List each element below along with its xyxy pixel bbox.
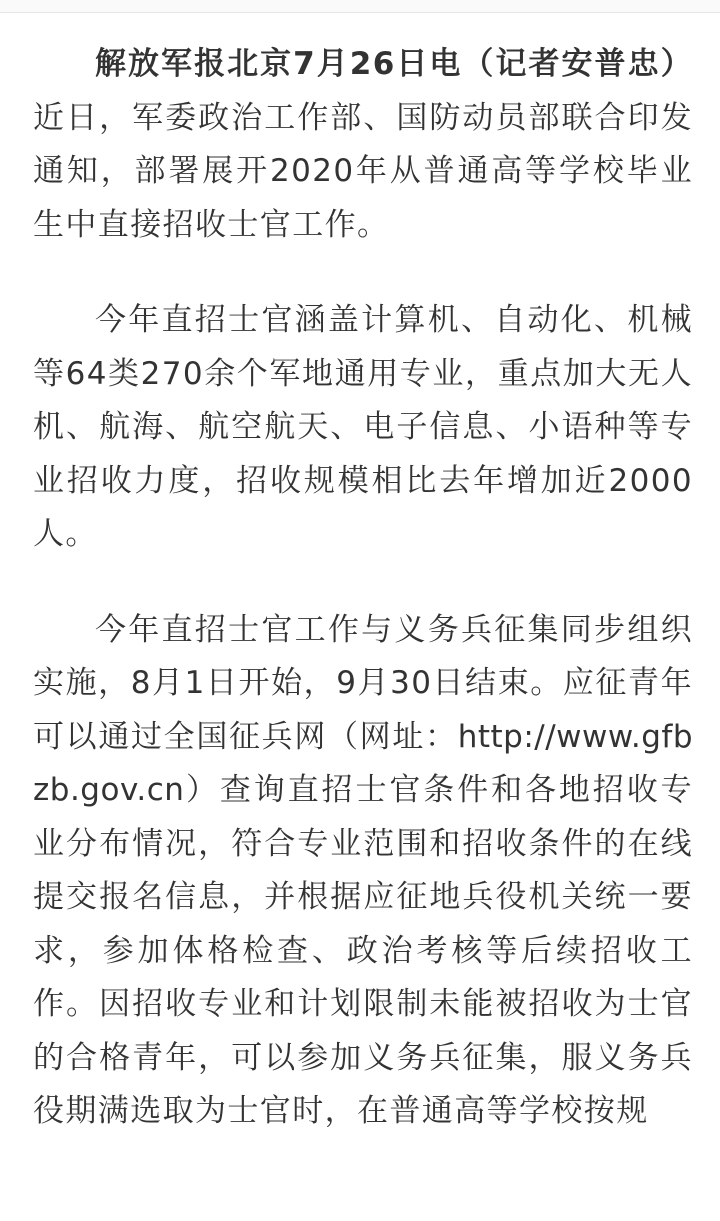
paragraph-1-text: 近日，军委政治工作部、国防动员部联合印发通知，部署展开2020年从普通高等学校毕业生中直接招收士官工作。 — [33, 99, 693, 243]
paragraph-3 — [33, 604, 693, 1139]
article-body — [33, 38, 693, 1181]
paragraph-3-text-start: 今年直招士官工作与义务兵征集同步组织实施，8月1日开始，9月30日结束。应征青年可以通过全国征兵网（网址： — [33, 611, 693, 755]
top-divider — [0, 0, 720, 13]
dateline: 解放军报北京7月26日电（记者安普忠） — [95, 46, 693, 82]
recruitment-website-link[interactable]: http://www.gfbzb.gov.cn — [33, 718, 693, 808]
paragraph-1 — [33, 38, 693, 252]
paragraph-3-text-end: ）查询直招士官条件和各地招收专业分布情况，符合专业范围和招收条件的在线提交报名信息，并根据应征地兵役机关统一要求，参加体格检查、政治考核等后续招收工作。因招收专业和计划限制未能被招收为士官的合格青年，可以参加义务兵征集，服义务兵役期满选取为士官时，在普通高等学校按规 — [33, 772, 693, 1129]
paragraph-2: 今年直招士官涵盖计算机、自动化、机械等64类270余个军地通用专业，重点加大无人机、航海、航空航天、电子信息、小语种等专业招收力度，招收规模相比去年增加近2000人。 — [33, 302, 693, 552]
